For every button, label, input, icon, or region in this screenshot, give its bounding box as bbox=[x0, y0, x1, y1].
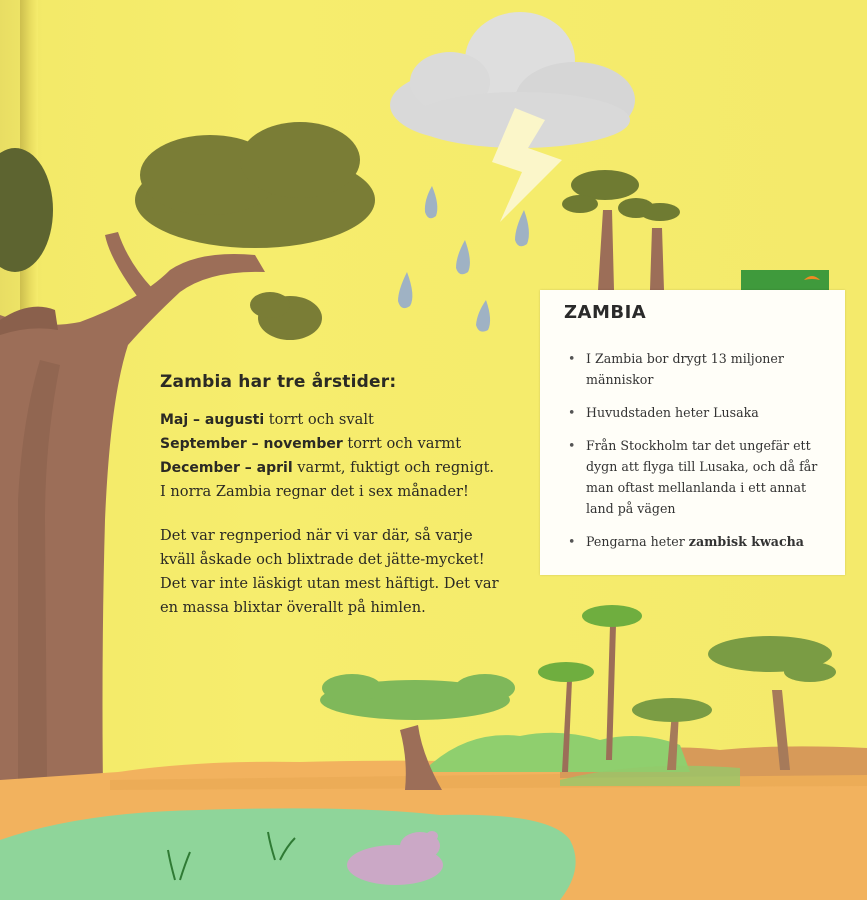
fact-capital: • Huvudstaden heter Lusaka bbox=[564, 402, 836, 423]
season-3-desc: varmt, fuktigt och regnigt. I norra Zambia regnar det i sex månader! bbox=[160, 459, 495, 500]
baobab-trees bbox=[562, 170, 680, 290]
currency-prefix: Pengarna heter bbox=[586, 534, 689, 549]
seasons-list bbox=[160, 408, 500, 504]
season-3-months: December – april bbox=[160, 460, 293, 476]
fact-box-title: ZAMBIA bbox=[564, 302, 647, 323]
season-1-months: Maj – augusti bbox=[160, 412, 265, 428]
fact-currency bbox=[564, 531, 836, 552]
fact-list bbox=[564, 348, 836, 564]
currency-name: zambisk kwacha bbox=[688, 534, 804, 549]
left-page-foliage bbox=[0, 148, 53, 272]
seasons-section bbox=[160, 372, 500, 640]
fact-population: • I Zambia bor drygt 13 miljoner människor bbox=[564, 348, 836, 390]
seasons-heading: Zambia har tre årstider: bbox=[160, 372, 397, 392]
watering-hole bbox=[0, 808, 576, 900]
fact-flight: • Från Stockholm tar det ungefär ett dygn att flyga till Lusaka, och då får man oftast mellanlanda i ett annat land på vägen bbox=[564, 435, 836, 519]
season-1-desc: torrt och svalt bbox=[264, 411, 374, 428]
zambia-fact-box bbox=[540, 290, 845, 575]
season-2-desc: torrt och varmt bbox=[342, 435, 462, 452]
season-2-months: September – november bbox=[160, 436, 343, 452]
story-paragraph: Det var regnperiod när vi var där, så varje kväll åskade och blixtrade det jätte-mycket! Det var inte läskigt utan mest häftigt. Det var en massa blixtar överallt på himlen. bbox=[160, 527, 499, 616]
